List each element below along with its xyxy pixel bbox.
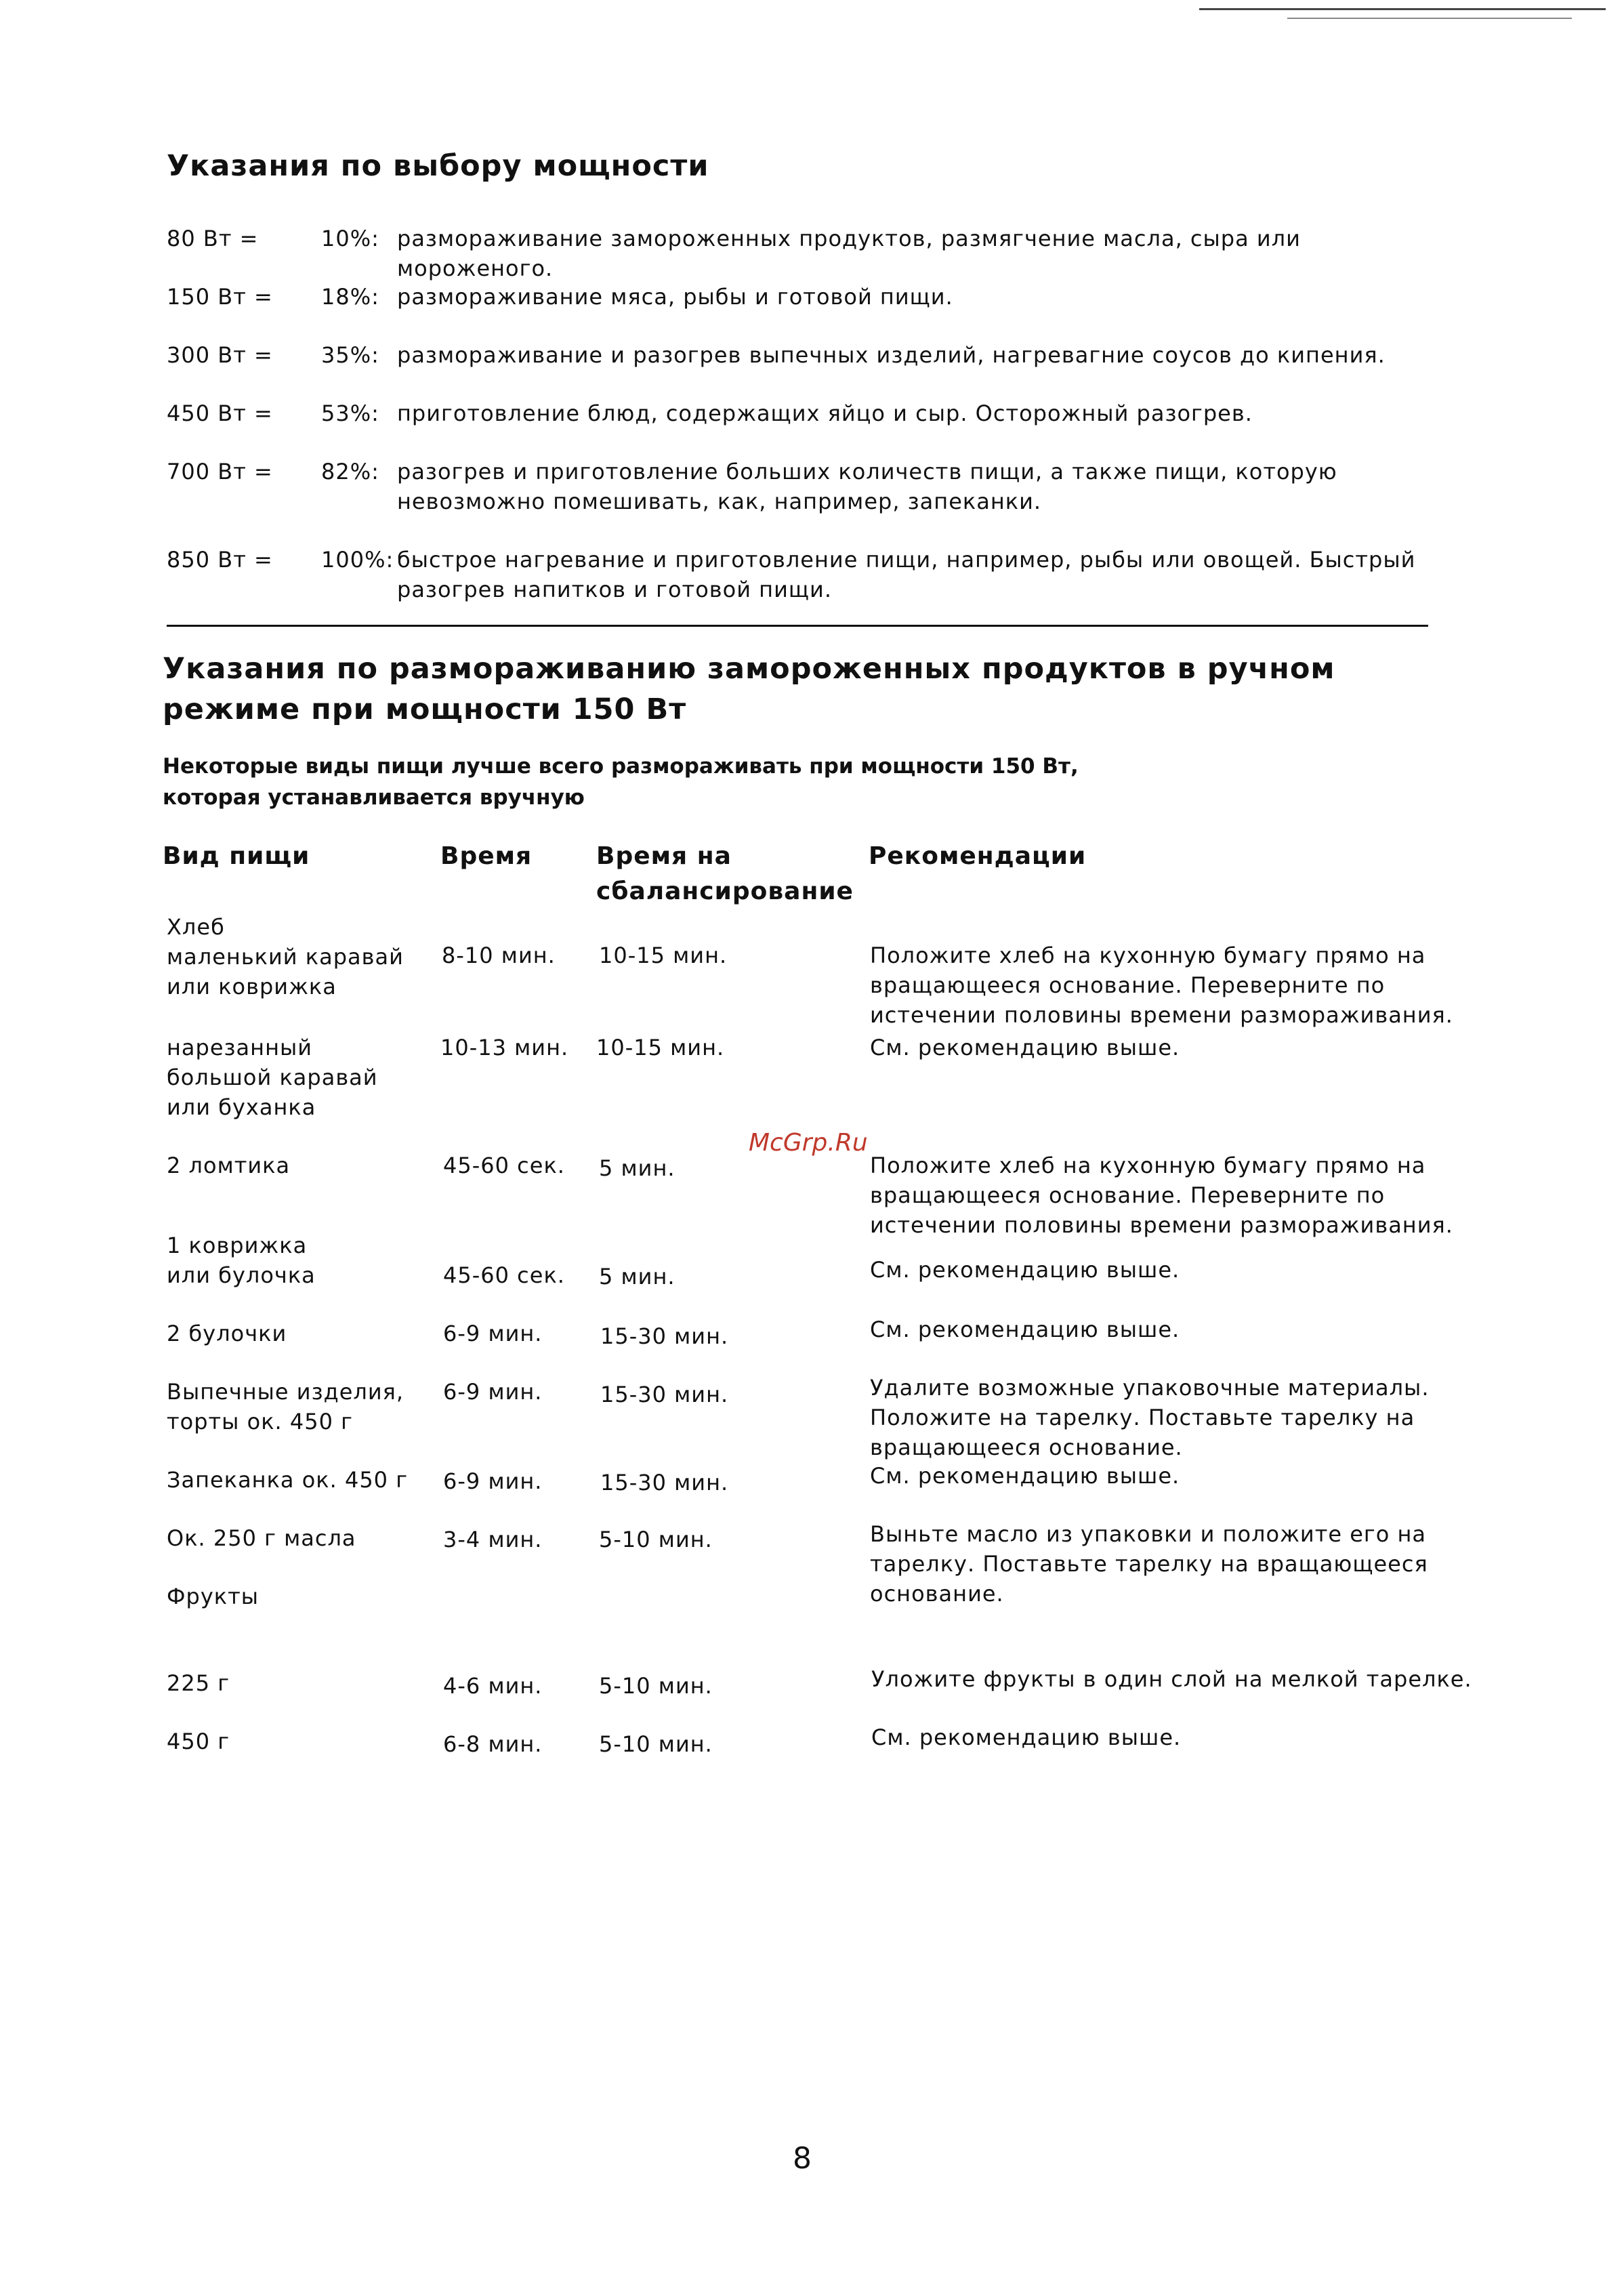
food-cell: Выпечные изделия, торты ок. 450 г — [167, 1379, 404, 1434]
power-percent: 35%: — [321, 342, 379, 368]
recommend-cell: См. рекомендацию выше. — [870, 1463, 1180, 1489]
time-cell: 4-6 мин. — [443, 1673, 543, 1699]
time-cell: 3-4 мин. — [443, 1527, 543, 1552]
recommend-cell: Уложите фрукты в один слой на мелкой тарелке. — [871, 1666, 1472, 1692]
balance-cell: 5-10 мин. — [599, 1527, 713, 1552]
recommend-cell: См. рекомендацию выше. — [870, 1317, 1180, 1342]
food-cell: 2 ломтика — [167, 1153, 291, 1178]
balance-cell: 10-15 мин. — [599, 943, 728, 968]
recommend-cell: См. рекомендацию выше. — [870, 1257, 1180, 1283]
watermark: McGrp.Ru — [749, 1129, 868, 1157]
power-section-title: Указания по выбору мощности — [167, 149, 709, 183]
header-balance-time: Время на сбалансирование — [596, 842, 854, 905]
food-cell: 2 булочки — [167, 1321, 287, 1346]
power-percent: 10%: — [321, 226, 379, 251]
balance-cell: 5 мин. — [599, 1264, 675, 1289]
time-cell: 8-10 мин. — [442, 943, 556, 968]
balance-cell: 15-30 мин. — [600, 1382, 729, 1407]
time-cell: 6-9 мин. — [443, 1468, 543, 1494]
power-description: размораживание и разогрев выпечных изделий, нагревагние соусов до кипения. — [397, 342, 1386, 368]
food-cell: 450 г — [167, 1729, 230, 1754]
defrost-subtitle: Некоторые виды пищи лучше всего размораживать при мощности 150 Вт, — [163, 754, 1079, 779]
power-description: размораживание замороженных продуктов, размягчение масла, сыра или мороженого. — [397, 226, 1301, 281]
section-divider — [167, 625, 1428, 627]
balance-cell: 5-10 мин. — [599, 1731, 713, 1757]
power-percent: 82%: — [321, 459, 379, 484]
top-scan-line — [1199, 8, 1606, 10]
header-recommendations: Рекомендации — [869, 842, 1087, 870]
recommend-cell: Положите хлеб на кухонную бумагу прямо на вращающееся основание. Переверните по истечении половины времени размораживания. — [870, 1153, 1453, 1238]
power-percent: 18%: — [321, 284, 379, 310]
balance-cell: 5-10 мин. — [599, 1673, 713, 1699]
recommend-cell: Удалите возможные упаковочные материалы. Положите на тарелку. Поставьте тарелку на вращающееся основание. — [870, 1375, 1430, 1460]
food-cell: 225 г — [167, 1670, 230, 1696]
header-time: Время — [440, 842, 533, 870]
top-scan-line-2 — [1287, 18, 1572, 19]
defrost-section-title: Указания по размораживанию замороженных продуктов в ручном — [163, 652, 1335, 686]
time-cell: 10-13 мин. — [440, 1035, 569, 1060]
balance-cell: 10-15 мин. — [596, 1035, 725, 1060]
defrost-subtitle-line2: которая устанавливается вручную — [163, 785, 585, 810]
food-cell: Запеканка ок. 450 г — [167, 1467, 409, 1493]
power-percent: 100%: — [321, 547, 394, 573]
food-cell: Ок. 250 г масла — [167, 1525, 356, 1551]
power-description: приготовление блюд, содержащих яйцо и сыр. Осторожный разогрев. — [397, 400, 1253, 426]
recommend-cell: См. рекомендацию выше. — [871, 1724, 1182, 1750]
power-watts: 450 Вт = — [167, 400, 273, 426]
power-description: разогрев и приготовление больших количеств пищи, а также пищи, которую невозможно помешивать, как, например, запеканки. — [397, 459, 1337, 514]
power-watts: 150 Вт = — [167, 284, 273, 310]
time-cell: 6-9 мин. — [443, 1321, 543, 1346]
time-cell: 6-9 мин. — [443, 1379, 543, 1405]
power-percent: 53%: — [321, 400, 379, 426]
balance-cell: 5 мин. — [599, 1155, 675, 1181]
page-number: 8 — [793, 2141, 812, 2176]
balance-cell: 15-30 мин. — [600, 1323, 729, 1349]
time-cell: 45-60 сек. — [443, 1153, 565, 1178]
defrost-section-title-line2: режиме при мощности 150 Вт — [163, 693, 687, 726]
recommend-cell: См. рекомендацию выше. — [870, 1035, 1180, 1060]
header-food: Вид пищи — [163, 842, 310, 870]
power-description: быстрое нагревание и приготовление пищи, например, рыбы или овощей. Быстрый разогрев напитков и готовой пищи. — [397, 547, 1416, 602]
food-cell: Фрукты — [167, 1584, 259, 1609]
recommend-cell: Положите хлеб на кухонную бумагу прямо на вращающееся основание. Переверните по истечении половины времени размораживания. — [870, 943, 1453, 1028]
time-cell: 6-8 мин. — [443, 1731, 543, 1757]
power-watts: 850 Вт = — [167, 547, 273, 573]
power-watts: 300 Вт = — [167, 342, 273, 368]
food-cell: Хлеб маленький каравай или коврижка — [167, 914, 404, 999]
power-description: размораживание мяса, рыбы и готовой пищи. — [397, 284, 953, 310]
time-cell: 45-60 сек. — [443, 1262, 565, 1288]
balance-cell: 15-30 мин. — [600, 1470, 729, 1495]
power-watts: 80 Вт = — [167, 226, 259, 251]
recommend-cell: Выньте масло из упаковки и положите его на тарелку. Поставьте тарелку на вращающееся основание. — [870, 1521, 1428, 1607]
power-watts: 700 Вт = — [167, 459, 273, 484]
food-cell: нарезанный большой каравай или буханка — [167, 1035, 378, 1120]
food-cell: 1 коврижка или булочка — [167, 1233, 316, 1288]
